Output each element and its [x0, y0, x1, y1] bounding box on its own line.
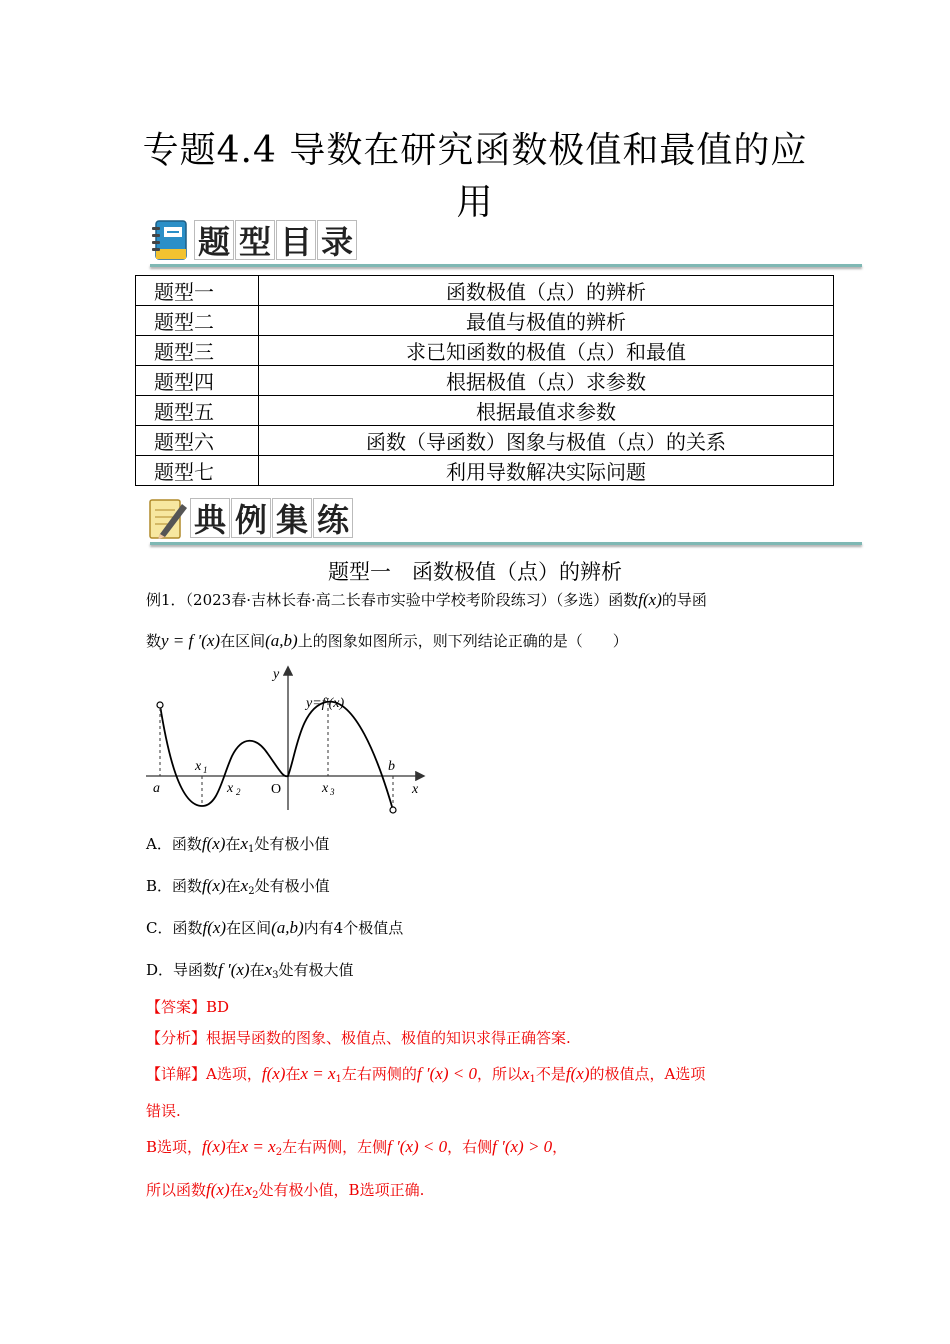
point-x1-label: x — [195, 759, 202, 774]
math-fx: f(x) — [202, 1137, 226, 1156]
math-fx: f(x) — [202, 876, 226, 895]
math-ineq: f ′(x) > 0 — [492, 1137, 553, 1156]
toc-key: 题型一 — [136, 276, 259, 306]
option-text: B．函数 — [146, 877, 203, 895]
analysis-text: 根据导函数的图象、极值点、极值的知识求得正确答案. — [206, 1029, 571, 1047]
detail-text: 的极值点，A选项 — [589, 1065, 706, 1083]
detail-text: ，所以 — [476, 1065, 522, 1083]
option-text: 处有极小值 — [254, 835, 330, 853]
detail-text: B选项， — [146, 1138, 203, 1156]
option-d[interactable] — [146, 960, 354, 986]
option-b[interactable] — [146, 876, 330, 902]
detail-text: 在 — [225, 1138, 241, 1156]
y-axis-label: y — [273, 667, 280, 682]
section-heading: 题型一 函数极值（点）的辨析 — [328, 560, 622, 584]
math-fx: f(x) — [201, 834, 226, 853]
math-sub: 1 — [335, 1074, 342, 1085]
table-row — [136, 336, 834, 366]
table-row — [136, 276, 834, 306]
example-source: （2023春·吉林长春·高二长春市实验中学校考阶段练习）（多选）函数 — [185, 591, 639, 609]
banner-char: 集 — [272, 498, 312, 538]
math-eq: x = x — [240, 1137, 276, 1156]
endpoint-a — [157, 702, 163, 708]
point-x2-sub: 2 — [236, 787, 241, 797]
math-interval: (a,b) — [265, 631, 298, 650]
answer-line — [146, 997, 229, 1017]
detail-text: 处有极小值，B选项正确. — [258, 1181, 425, 1199]
page-title-line2: 用 — [456, 182, 494, 223]
option-text: 在 — [225, 877, 241, 895]
toc-value: 根据极值（点）求参数 — [259, 366, 834, 396]
toc-value: 函数极值（点）的辨析 — [259, 276, 834, 306]
table-row — [136, 366, 834, 396]
option-text: 内有4个极值点 — [303, 919, 404, 937]
pencil-note-icon — [148, 496, 188, 540]
banner-char: 例 — [231, 498, 271, 538]
toc-value: 利用导数解决实际问题 — [259, 456, 834, 486]
detail-text: 左右两侧的 — [341, 1065, 417, 1083]
analysis-line — [146, 1028, 571, 1048]
detail-line-3 — [146, 1137, 567, 1163]
toc-key: 题型五 — [136, 396, 259, 426]
detail-tag: 【详解】 — [146, 1065, 207, 1083]
banner-char: 目 — [276, 220, 316, 260]
toc-key: 题型四 — [136, 366, 259, 396]
example-text: 上的图象如图所示，则下列结论正确的是（ ） — [297, 632, 628, 650]
math-fx: f(x) — [202, 918, 227, 937]
banner-char: 题 — [194, 220, 234, 260]
option-text: 处有极小值 — [254, 877, 330, 895]
math-sub: 1 — [248, 844, 255, 855]
math-var: x — [240, 876, 249, 895]
math-derivative: y = f ′(x) — [161, 631, 221, 650]
math-fx: f(x) — [206, 1180, 230, 1199]
analysis-tag: 【分析】 — [146, 1029, 207, 1047]
math-var: x — [264, 960, 273, 979]
detail-text: 不是 — [535, 1065, 566, 1083]
detail-line-4 — [146, 1180, 424, 1206]
table-row — [136, 456, 834, 486]
toc-value: 函数（导函数）图象与极值（点）的关系 — [259, 426, 834, 456]
math-eq: x = x — [300, 1064, 336, 1083]
option-text: 在 — [225, 835, 241, 853]
toc-key: 题型七 — [136, 456, 259, 486]
option-text: 在 — [249, 961, 265, 979]
math-sub: 2 — [252, 1190, 259, 1201]
example-line-1 — [146, 590, 707, 610]
example-text: 在区间 — [220, 632, 266, 650]
origin-label: O — [271, 782, 282, 797]
point-x3-label: x — [322, 781, 329, 796]
x-axis-label: x — [412, 782, 419, 797]
toc-value: 求已知函数的极值（点）和最值 — [259, 336, 834, 366]
page-title-line1: 专题4.4 导数在研究函数极值和最值的应 — [142, 130, 808, 171]
point-b-label: b — [388, 759, 395, 774]
table-row — [136, 396, 834, 426]
toc-key: 题型六 — [136, 426, 259, 456]
math-sub: 1 — [529, 1074, 536, 1085]
detail-text: 在 — [285, 1065, 301, 1083]
detail-text: 所以函数 — [146, 1181, 207, 1199]
point-x1-sub: 1 — [203, 765, 208, 775]
notebook-icon — [150, 219, 190, 261]
detail-text: 在 — [229, 1181, 245, 1199]
toc-key: 题型三 — [136, 336, 259, 366]
derivative-graph — [140, 660, 440, 820]
endpoint-b — [390, 807, 396, 813]
option-a[interactable] — [146, 834, 329, 860]
math-var: x — [244, 1180, 253, 1199]
math-var: x — [521, 1064, 530, 1083]
detail-text: ， — [552, 1138, 568, 1156]
option-text: C．函数 — [146, 919, 203, 937]
answer-tag: 【答案】 — [146, 998, 207, 1016]
point-x2-label: x — [227, 781, 234, 796]
banner-char: 典 — [190, 498, 230, 538]
toc-value: 根据最值求参数 — [259, 396, 834, 426]
math-sub: 2 — [275, 1147, 283, 1158]
math-var: x — [240, 834, 248, 853]
math-fx: f(x) — [565, 1064, 590, 1083]
divider — [150, 264, 862, 267]
toc-table — [135, 275, 834, 486]
table-row — [136, 426, 834, 456]
banner-char: 录 — [317, 220, 357, 260]
math-fx: f(x) — [638, 590, 662, 609]
math-sub: 3 — [272, 970, 279, 981]
math-ineq: f ′(x) < 0 — [416, 1064, 477, 1083]
math-interval: (a,b) — [271, 918, 304, 937]
point-x3-sub: 3 — [330, 787, 335, 797]
detail-text: ，右侧 — [447, 1138, 493, 1156]
detail-text: 左右两侧，左侧 — [282, 1138, 388, 1156]
example-label: 例1． — [146, 591, 186, 609]
curve-label: y=f′(x) — [306, 696, 345, 711]
math-derivative: f ′(x) — [218, 960, 250, 979]
math-fx: f(x) — [261, 1064, 286, 1083]
option-c[interactable] — [146, 918, 403, 938]
option-text: 处有极大值 — [278, 961, 354, 979]
banner-char: 练 — [313, 498, 353, 538]
example-text: 的导函 — [661, 591, 707, 609]
answer-value: BD — [206, 998, 230, 1016]
detail-text: A选项， — [206, 1065, 262, 1083]
detail-line-2: 错误. — [146, 1102, 181, 1120]
table-row — [136, 306, 834, 336]
point-a-label: a — [153, 781, 160, 796]
banner-char: 型 — [235, 220, 275, 260]
option-text: D．导函数 — [146, 961, 219, 979]
toc-value: 最值与极值的辨析 — [259, 306, 834, 336]
example-text: 数 — [146, 632, 162, 650]
divider — [150, 542, 862, 545]
examples-banner — [148, 496, 354, 540]
option-text: A．函数 — [146, 835, 202, 853]
math-sub: 2 — [248, 886, 255, 897]
toc-banner — [150, 219, 358, 261]
option-text: 在区间 — [226, 919, 272, 937]
toc-key: 题型二 — [136, 306, 259, 336]
example-line-2 — [146, 631, 628, 651]
detail-line-1 — [146, 1064, 705, 1090]
math-ineq: f ′(x) < 0 — [387, 1137, 448, 1156]
